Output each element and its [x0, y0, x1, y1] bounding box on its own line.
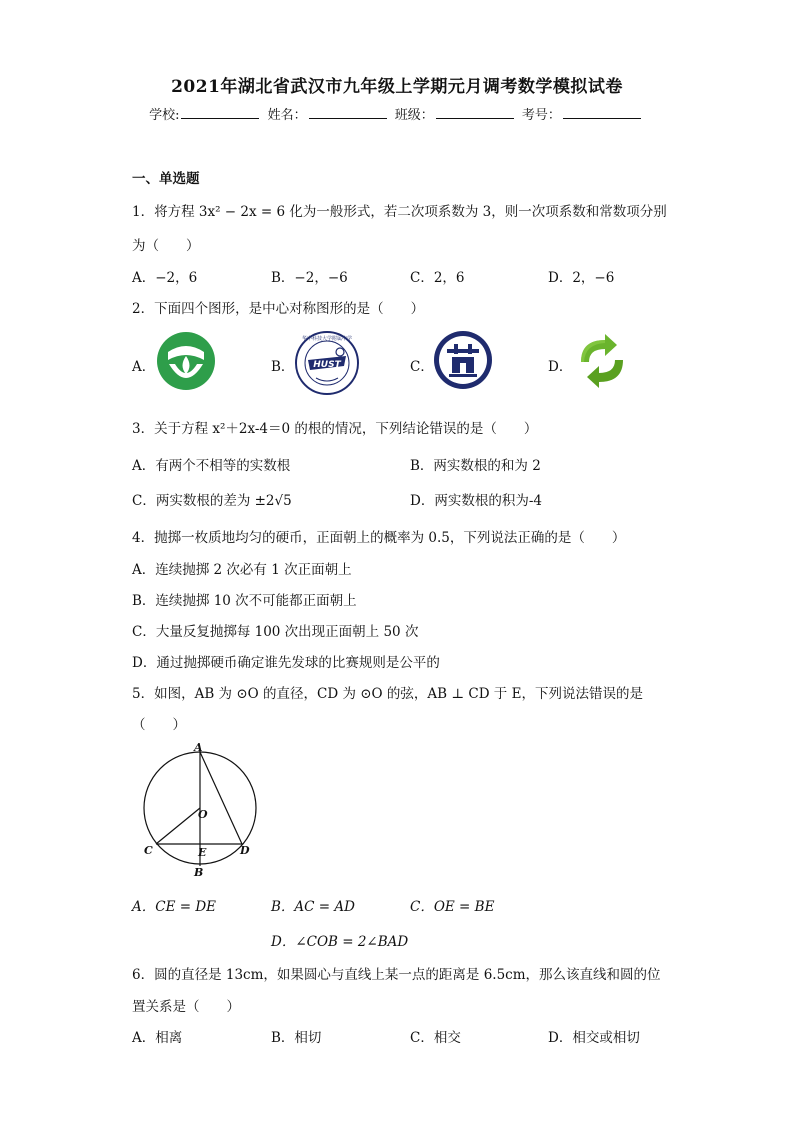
school-blank[interactable]	[181, 106, 259, 119]
q3-option-a: A．有两个不相等的实数根	[132, 458, 291, 474]
q5-stem-line1: 5．如图，AB 为 ⊙O 的直径，CD 为 ⊙O 的弦，AB ⊥ CD 于 E，下列说法错误的是	[132, 686, 643, 702]
navy-circle-logo-icon	[433, 330, 493, 390]
exam-title: 2021年湖北省武汉市九年级上学期元月调考数学模拟试卷	[171, 77, 623, 97]
green-shield-logo-icon	[155, 330, 217, 392]
point-b-label: B	[194, 866, 204, 878]
q2-option-c-label: C．	[410, 359, 434, 375]
q1-option-a: A．−2，6	[132, 270, 198, 286]
q2-stem: 2．下面四个图形，是中心对称图形的是（ ）	[132, 301, 425, 317]
exam-no-blank[interactable]	[563, 106, 641, 119]
q1-stem-line2: 为（ ）	[132, 238, 200, 254]
q6-option-d: D．相交或相切	[548, 1030, 640, 1046]
q4-stem: 4．抛掷一枚质地均匀的硬币，正面朝上的概率为 0.5，下列说法正确的是（ ）	[132, 530, 626, 546]
point-c-label: C	[144, 844, 153, 857]
student-info-row	[0, 104, 794, 123]
section-heading: 一、单选题	[132, 171, 200, 187]
recycle-arrows-icon	[571, 332, 633, 390]
q4-option-a: A．连续抛掷 2 次必有 1 次正面朝上	[132, 562, 352, 578]
q6-stem-line2: 置关系是（ ）	[132, 999, 240, 1015]
exam-no-label: 考号：	[521, 108, 561, 123]
circle-geometry-figure	[136, 738, 266, 878]
q3-stem: 3．关于方程 x²＋2x-4＝0 的根的情况，下列结论错误的是（ ）	[132, 421, 538, 437]
q1-option-b: B．−2，−6	[271, 270, 348, 286]
q2-option-a-label: A．	[132, 359, 156, 375]
q1-option-c: C．2，6	[410, 270, 465, 286]
point-o-label: O	[198, 808, 208, 821]
q6-option-b: B．相切	[271, 1030, 322, 1046]
hust-logo-text: HUST	[313, 360, 341, 370]
q5-option-a: A．CE = DE	[132, 899, 217, 915]
q5-stem-line2: （ ）	[132, 717, 186, 733]
point-e-label: E	[198, 846, 207, 859]
class-blank[interactable]	[436, 106, 514, 119]
q5-option-c: C．OE = BE	[410, 899, 495, 915]
q3-option-d: D．两实数根的积为-4	[410, 493, 542, 509]
q4-option-b: B．连续抛掷 10 次不可能都正面朝上	[132, 593, 357, 609]
emblem-ring-text: 华中科技大学附属中学	[301, 336, 353, 342]
q1-option-d: D．2，−6	[548, 270, 615, 286]
q1-stem-line1: 1．将方程 3x² − 2x = 6 化为一般形式，若二次项系数为 3，则一次项系数和常数项分别	[132, 204, 667, 220]
q5-option-d: D．∠COB = 2∠BAD	[271, 934, 409, 950]
point-a-label: A	[194, 741, 203, 754]
name-label: 姓名：	[267, 108, 307, 123]
school-emblem-logo-icon	[294, 330, 360, 396]
name-blank[interactable]	[309, 106, 387, 119]
q5-option-b: B．AC = AD	[271, 899, 355, 915]
class-label: 班级：	[394, 108, 434, 123]
q3-option-c: C．两实数根的差为 ±2√5	[132, 493, 292, 509]
q6-stem-line1: 6．圆的直径是 13cm，如果圆心与直线上某一点的距离是 6.5cm，那么该直线和圆的位	[132, 967, 661, 983]
q4-option-c: C．大量反复抛掷每 100 次出现正面朝上 50 次	[132, 624, 419, 640]
q2-option-b-label: B．	[271, 359, 295, 375]
school-label: 学校:	[149, 108, 180, 123]
q2-option-d-label: D．	[548, 359, 573, 375]
q6-option-a: A．相离	[132, 1030, 183, 1046]
q3-option-b: B．两实数根的和为 2	[410, 458, 541, 474]
point-d-label: D	[240, 844, 250, 857]
q4-option-d: D．通过抛掷硬币确定谁先发球的比赛规则是公平的	[132, 655, 440, 671]
q6-option-c: C．相交	[410, 1030, 461, 1046]
